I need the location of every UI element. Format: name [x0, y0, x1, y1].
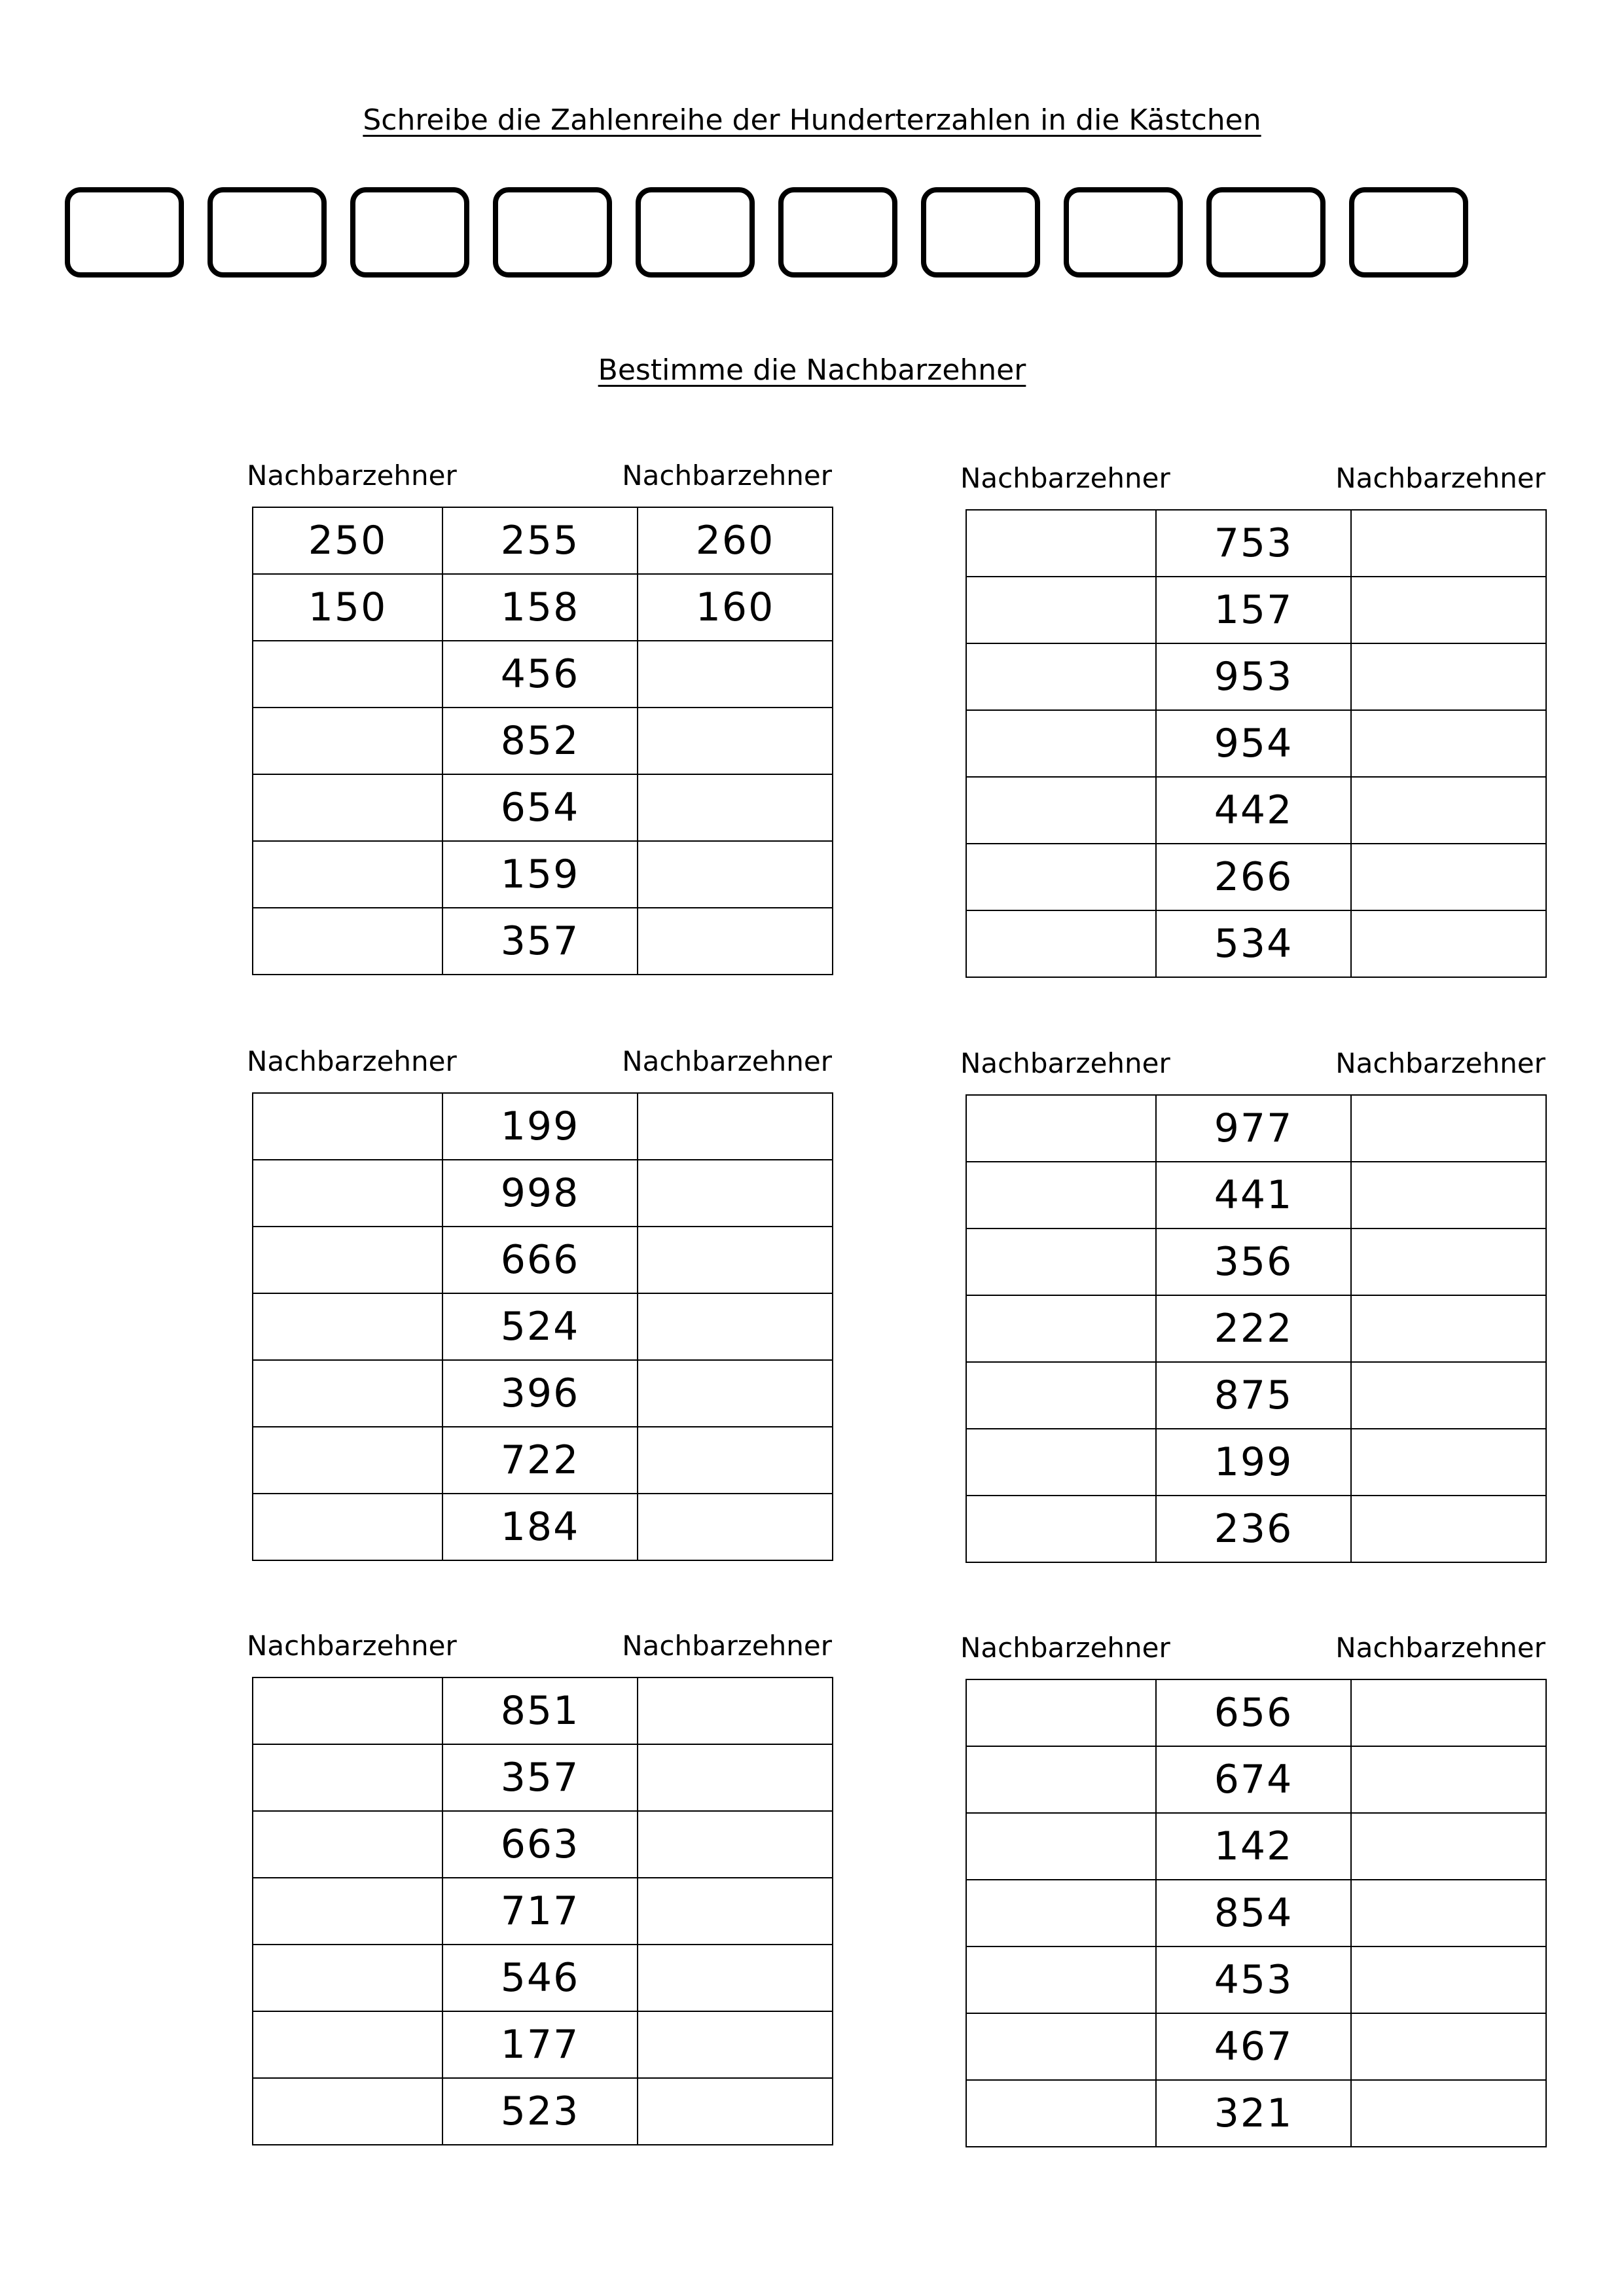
number-cell: 158 [442, 574, 638, 641]
upper-tens-cell[interactable] [1351, 1095, 1546, 1162]
table-row [253, 641, 833, 708]
neighbor-label-right: Nachbarzehner [1335, 1632, 1545, 1664]
upper-tens-cell[interactable] [1351, 910, 1546, 977]
answer-box[interactable] [1349, 187, 1468, 278]
upper-tens-cell[interactable] [1351, 1229, 1546, 1295]
answer-box-row [65, 187, 1468, 278]
lower-tens-cell[interactable] [253, 1227, 442, 1293]
upper-tens-cell[interactable] [1351, 2013, 1546, 2080]
table-row [966, 1095, 1546, 1162]
table-row [253, 2011, 833, 2078]
neighbor-table [965, 1679, 1547, 2147]
answer-box[interactable] [778, 187, 897, 278]
number-cell: 456 [442, 641, 638, 708]
task-heading-hundreds: Schreibe die Zahlenreihe der Hunderterzahlen in die Kästchen [363, 103, 1261, 137]
lower-tens-cell[interactable] [966, 1162, 1156, 1229]
number-cell: 467 [1156, 2013, 1351, 2080]
upper-tens-cell[interactable] [638, 1227, 833, 1293]
upper-tens-cell[interactable] [638, 841, 833, 908]
upper-tens-cell[interactable] [1351, 1496, 1546, 1562]
lower-tens-cell[interactable] [253, 708, 442, 774]
table-row [253, 507, 833, 574]
answer-box[interactable] [1064, 187, 1183, 278]
lower-tens-cell[interactable] [253, 774, 442, 841]
upper-tens-cell[interactable] [638, 1427, 833, 1494]
upper-tens-cell[interactable] [1351, 1162, 1546, 1229]
upper-tens-cell[interactable] [1351, 1295, 1546, 1362]
number-cell: 666 [442, 1227, 638, 1293]
number-cell: 142 [1156, 1813, 1351, 1880]
lower-tens-cell[interactable] [253, 1677, 442, 1744]
neighbor-label-left: Nachbarzehner [247, 459, 457, 492]
table-row [966, 1429, 1546, 1496]
number-cell: 453 [1156, 1946, 1351, 2013]
lower-tens-cell[interactable] [253, 1811, 442, 1878]
lower-tens-cell[interactable] [253, 1494, 442, 1560]
number-cell: 184 [442, 1494, 638, 1560]
upper-tens-cell[interactable] [1351, 844, 1546, 910]
upper-tens-cell[interactable]: 260 [638, 507, 833, 574]
table-row [253, 2078, 833, 2145]
answer-box[interactable] [493, 187, 612, 278]
upper-tens-cell[interactable] [1351, 1429, 1546, 1496]
number-cell: 222 [1156, 1295, 1351, 1362]
upper-tens-cell[interactable] [1351, 2080, 1546, 2147]
number-cell: 177 [442, 2011, 638, 2078]
table-row [966, 1362, 1546, 1429]
lower-tens-cell[interactable] [253, 1360, 442, 1427]
lower-tens-cell[interactable] [253, 1093, 442, 1160]
number-cell: 722 [442, 1427, 638, 1494]
table-row [253, 1677, 833, 1744]
lower-tens-cell[interactable] [966, 643, 1156, 710]
upper-tens-cell[interactable] [1351, 1813, 1546, 1880]
number-cell: 875 [1156, 1362, 1351, 1429]
table-row [966, 777, 1546, 844]
number-cell: 977 [1156, 1095, 1351, 1162]
table-row [253, 1945, 833, 2011]
table-row [253, 574, 833, 641]
number-cell: 357 [442, 908, 638, 975]
lower-tens-cell[interactable] [966, 1295, 1156, 1362]
number-cell: 199 [1156, 1429, 1351, 1496]
upper-tens-cell[interactable] [638, 1677, 833, 1744]
upper-tens-cell[interactable] [638, 1878, 833, 1945]
number-cell: 396 [442, 1360, 638, 1427]
neighbor-table [252, 1092, 833, 1561]
number-cell: 442 [1156, 777, 1351, 844]
number-cell: 656 [1156, 1679, 1351, 1746]
upper-tens-cell[interactable] [1351, 643, 1546, 710]
upper-tens-cell[interactable] [638, 908, 833, 975]
upper-tens-cell[interactable] [1351, 510, 1546, 577]
upper-tens-cell[interactable] [1351, 1880, 1546, 1946]
number-cell: 546 [442, 1945, 638, 2011]
upper-tens-cell[interactable] [638, 774, 833, 841]
neighbor-label-left: Nachbarzehner [960, 462, 1170, 494]
lower-tens-cell[interactable] [966, 1229, 1156, 1295]
lower-tens-cell[interactable] [966, 577, 1156, 643]
number-cell: 157 [1156, 577, 1351, 643]
lower-tens-cell[interactable] [966, 2013, 1156, 2080]
table-row [253, 1360, 833, 1427]
lower-tens-cell[interactable] [966, 510, 1156, 577]
upper-tens-cell[interactable] [638, 1494, 833, 1560]
lower-tens-cell[interactable] [966, 1362, 1156, 1429]
table-row [966, 1679, 1546, 1746]
table-row [966, 510, 1546, 577]
table-row [966, 643, 1546, 710]
answer-box[interactable] [921, 187, 1040, 278]
number-cell: 954 [1156, 710, 1351, 777]
number-cell: 852 [442, 708, 638, 774]
number-cell: 199 [442, 1093, 638, 1160]
neighbor-label-right: Nachbarzehner [622, 1045, 832, 1077]
lower-tens-cell[interactable] [253, 1744, 442, 1811]
table-row [253, 1093, 833, 1160]
table-row [253, 1427, 833, 1494]
upper-tens-cell[interactable] [638, 641, 833, 708]
number-cell: 441 [1156, 1162, 1351, 1229]
upper-tens-cell[interactable] [638, 2078, 833, 2145]
table-row [253, 1293, 833, 1360]
lower-tens-cell[interactable] [253, 2011, 442, 2078]
neighbor-label-right: Nachbarzehner [622, 1630, 832, 1662]
neighbor-label-left: Nachbarzehner [960, 1047, 1170, 1079]
number-cell: 255 [442, 507, 638, 574]
lower-tens-cell[interactable] [966, 1746, 1156, 1813]
table-row [253, 1494, 833, 1560]
upper-tens-cell[interactable] [1351, 1946, 1546, 2013]
table-row [253, 1878, 833, 1945]
neighbor-label-right: Nachbarzehner [622, 459, 832, 492]
lower-tens-cell[interactable] [966, 1880, 1156, 1946]
answer-box[interactable] [350, 187, 469, 278]
number-cell: 717 [442, 1878, 638, 1945]
number-cell: 674 [1156, 1746, 1351, 1813]
lower-tens-cell[interactable] [966, 1095, 1156, 1162]
lower-tens-cell[interactable] [253, 1878, 442, 1945]
lower-tens-cell[interactable] [966, 844, 1156, 910]
upper-tens-cell[interactable] [1351, 777, 1546, 844]
neighbor-label-left: Nachbarzehner [247, 1630, 457, 1662]
upper-tens-cell[interactable] [1351, 1362, 1546, 1429]
upper-tens-cell[interactable] [638, 1293, 833, 1360]
table-row [966, 844, 1546, 910]
lower-tens-cell[interactable]: 250 [253, 507, 442, 574]
neighbor-label-left: Nachbarzehner [247, 1045, 457, 1077]
neighbor-table [252, 507, 833, 975]
upper-tens-cell[interactable] [638, 1160, 833, 1227]
lower-tens-cell[interactable] [966, 2080, 1156, 2147]
lower-tens-cell[interactable] [253, 1160, 442, 1227]
upper-tens-cell[interactable] [638, 1744, 833, 1811]
table-row [253, 774, 833, 841]
lower-tens-cell[interactable] [253, 908, 442, 975]
upper-tens-cell[interactable]: 160 [638, 574, 833, 641]
lower-tens-cell[interactable] [966, 1813, 1156, 1880]
lower-tens-cell[interactable] [966, 710, 1156, 777]
number-cell: 753 [1156, 510, 1351, 577]
table-row [966, 2013, 1546, 2080]
table-row [966, 1880, 1546, 1946]
number-cell: 159 [442, 841, 638, 908]
neighbor-label-left: Nachbarzehner [960, 1632, 1170, 1664]
lower-tens-cell[interactable]: 150 [253, 574, 442, 641]
table-row [966, 710, 1546, 777]
table-row [966, 1162, 1546, 1229]
number-cell: 998 [442, 1160, 638, 1227]
upper-tens-cell[interactable] [1351, 710, 1546, 777]
upper-tens-cell[interactable] [638, 708, 833, 774]
table-row [253, 908, 833, 975]
upper-tens-cell[interactable] [638, 1945, 833, 2011]
lower-tens-cell[interactable] [253, 1427, 442, 1494]
answer-box[interactable] [65, 187, 184, 278]
table-row [966, 910, 1546, 977]
lower-tens-cell[interactable] [966, 1679, 1156, 1746]
lower-tens-cell[interactable] [966, 1946, 1156, 2013]
neighbor-table [965, 1094, 1547, 1563]
upper-tens-cell[interactable] [638, 1811, 833, 1878]
neighbor-label-right: Nachbarzehner [1335, 462, 1545, 494]
answer-box[interactable] [1206, 187, 1326, 278]
number-cell: 321 [1156, 2080, 1351, 2147]
number-cell: 851 [442, 1677, 638, 1744]
table-row [966, 577, 1546, 643]
table-row [966, 1295, 1546, 1362]
number-cell: 357 [442, 1744, 638, 1811]
lower-tens-cell[interactable] [966, 777, 1156, 844]
table-row [253, 1811, 833, 1878]
number-cell: 236 [1156, 1496, 1351, 1562]
table-row [966, 1813, 1546, 1880]
number-cell: 953 [1156, 643, 1351, 710]
number-cell: 266 [1156, 844, 1351, 910]
table-row [253, 1160, 833, 1227]
table-row [966, 2080, 1546, 2147]
table-row [966, 1746, 1546, 1813]
upper-tens-cell[interactable] [1351, 1679, 1546, 1746]
upper-tens-cell[interactable] [638, 1093, 833, 1160]
lower-tens-cell[interactable] [253, 1293, 442, 1360]
lower-tens-cell[interactable] [253, 641, 442, 708]
answer-box[interactable] [636, 187, 755, 278]
upper-tens-cell[interactable] [638, 1360, 833, 1427]
lower-tens-cell[interactable] [966, 1429, 1156, 1496]
task-heading-neighbors: Bestimme die Nachbarzehner [598, 353, 1026, 387]
number-cell: 654 [442, 774, 638, 841]
number-cell: 524 [442, 1293, 638, 1360]
neighbor-table [965, 509, 1547, 978]
upper-tens-cell[interactable] [1351, 1746, 1546, 1813]
number-cell: 854 [1156, 1880, 1351, 1946]
lower-tens-cell[interactable] [253, 841, 442, 908]
lower-tens-cell[interactable] [966, 1496, 1156, 1562]
table-row [966, 1229, 1546, 1295]
table-row [253, 1744, 833, 1811]
answer-box[interactable] [208, 187, 327, 278]
number-cell: 523 [442, 2078, 638, 2145]
lower-tens-cell[interactable] [966, 910, 1156, 977]
lower-tens-cell[interactable] [253, 2078, 442, 2145]
upper-tens-cell[interactable] [638, 2011, 833, 2078]
upper-tens-cell[interactable] [1351, 577, 1546, 643]
table-row [253, 1227, 833, 1293]
table-row [966, 1496, 1546, 1562]
number-cell: 356 [1156, 1229, 1351, 1295]
table-row [966, 1946, 1546, 2013]
neighbor-table [252, 1677, 833, 2145]
lower-tens-cell[interactable] [253, 1945, 442, 2011]
table-row [253, 841, 833, 908]
neighbor-label-right: Nachbarzehner [1335, 1047, 1545, 1079]
table-row [253, 708, 833, 774]
number-cell: 663 [442, 1811, 638, 1878]
number-cell: 534 [1156, 910, 1351, 977]
